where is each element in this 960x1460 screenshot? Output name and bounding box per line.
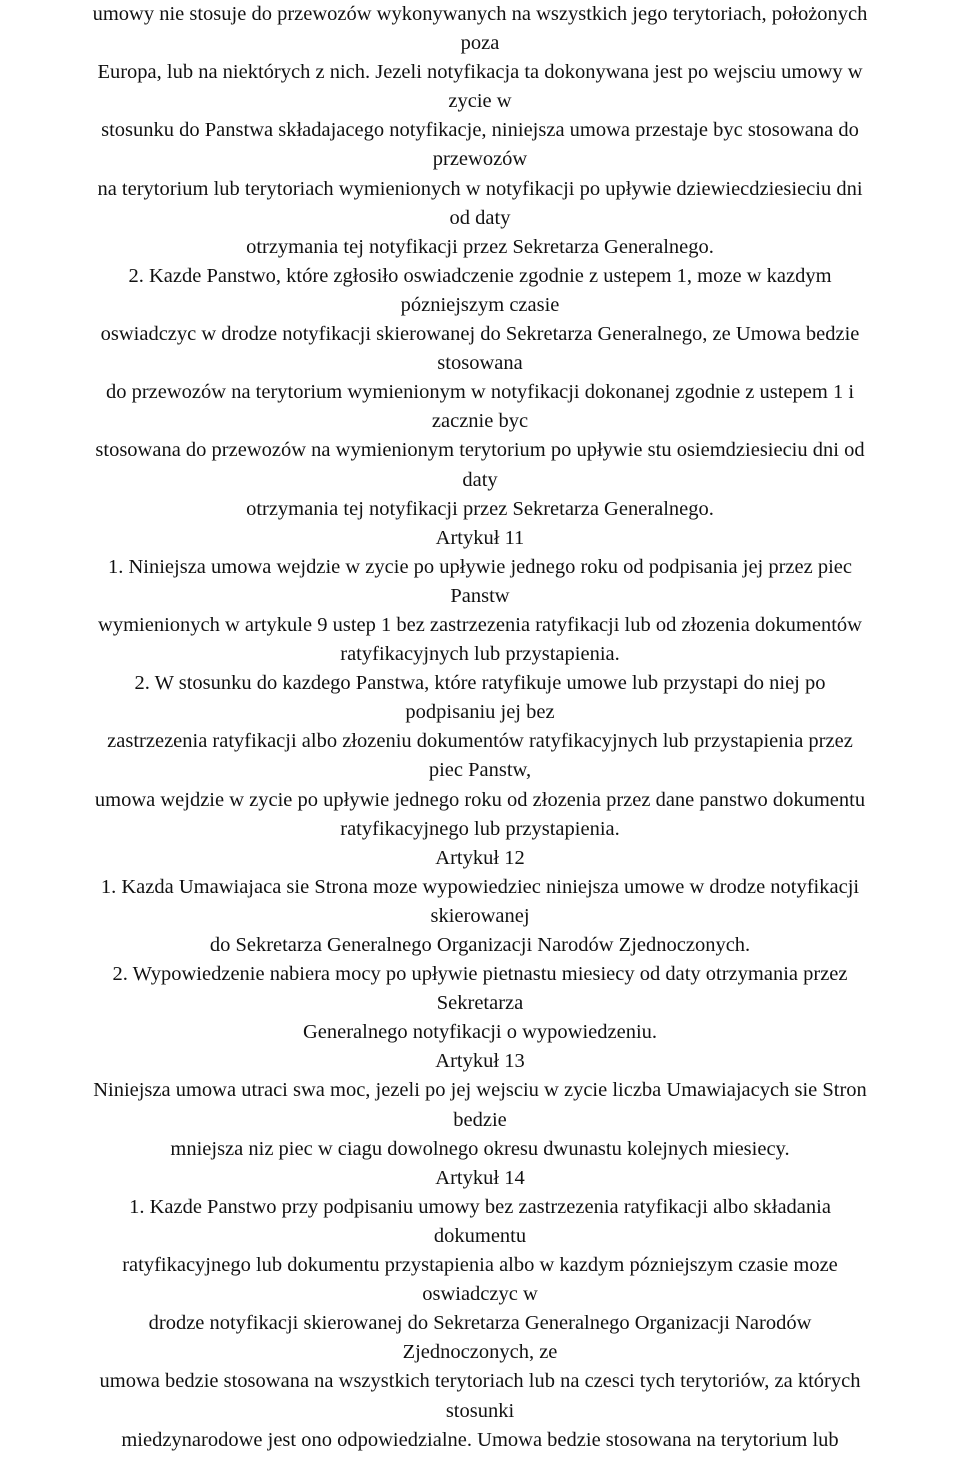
text-line: Sekretarza — [436, 992, 524, 1015]
article-heading: Artykuł 12 — [435, 846, 525, 869]
text-line: 1. Niniejsza umowa wejdzie w zycie po upływie jednego roku od podpisania jej przez piec — [107, 555, 853, 578]
text-line: do przewozów na terytorium wymienionym w notyfikacji dokonanej zgodnie z ustepem 1 i — [105, 381, 855, 404]
text-line: pózniejszym czasie — [400, 293, 560, 316]
text-line: skierowanej — [430, 904, 530, 927]
article-heading: Artykuł 13 — [435, 1050, 525, 1073]
text-line: od daty — [449, 206, 511, 229]
text-line: miedzynarodowe jest ono odpowiedzialne. Umowa bedzie stosowana na terytorium lub — [121, 1428, 839, 1451]
text-line: bedzie — [453, 1108, 507, 1131]
text-line: oswiadczyc w — [422, 1283, 538, 1306]
text-line: stosowana — [437, 352, 523, 375]
text-line: zycie w — [448, 90, 512, 113]
text-line: 2. Kazde Panstwo, które zgłosiło oswiadczenie zgodnie z ustepem 1, moze w kazdym — [128, 264, 832, 287]
article-heading: Artykuł 14 — [435, 1166, 525, 1189]
text-line: stosunku do Panstwa składajacego notyfikacje, niniejsza umowa przestaje byc stosowana do — [101, 119, 859, 142]
text-line: stosunki — [445, 1399, 515, 1422]
text-line: 2. Wypowiedzenie nabiera mocy po upływie pietnastu miesiecy od daty otrzymania przez — [112, 963, 848, 986]
text-line: oswiadczyc w drodze notyfikacji skierowanej do Sekretarza Generalnego, ze Umowa bedzie — [100, 323, 860, 346]
text-line: 2. W stosunku do kazdego Panstwa, które ratyfikuje umowe lub przystapi do niej po — [134, 672, 826, 695]
text-line: Panstw — [450, 584, 510, 607]
text-line: podpisaniu jej bez — [405, 701, 555, 724]
text-line: otrzymania tej notyfikacji przez Sekretarza Generalnego. — [246, 497, 714, 520]
text-line: umowa wejdzie w zycie po upływie jednego roku od złozenia przez dane panstwo dokumentu — [94, 788, 866, 811]
text-line: 1. Kazda Umawiajaca sie Strona moze wypowiedziec niniejsza umowe w drodze notyfikacji — [100, 875, 860, 898]
text-line: Niniejsza umowa utraci swa moc, jezeli po jej wejsciu w zycie liczba Umawiajacych sie Stron — [93, 1079, 867, 1102]
text-line: ratyfikacyjnych lub przystapienia. — [340, 643, 620, 666]
text-line: umowa bedzie stosowana na wszystkich terytoriach lub na czesci tych terytoriów, za których — [99, 1370, 861, 1393]
text-line: ratyfikacyjnego lub przystapienia. — [340, 817, 620, 840]
text-line: zacznie byc — [431, 410, 529, 433]
text-line: otrzymania tej notyfikacji przez Sekretarza Generalnego. — [246, 235, 714, 258]
text-line: na terytorium lub terytoriach wymienionych w notyfikacji po upływie dziewiecdziesieciu dni — [97, 177, 863, 200]
text-line: ratyfikacyjnego lub dokumentu przystapienia albo w kazdym pózniejszym czasie moze — [122, 1254, 838, 1277]
text-line: Europa, lub na niektórych z nich. Jezeli notyfikacja ta dokonywana jest po wejsciu umowy w — [97, 61, 863, 84]
text-line: poza — [460, 32, 500, 55]
text-line: do Sekretarza Generalnego Organizacji Narodów Zjednoczonych. — [209, 934, 751, 956]
text-line: przewozów — [432, 148, 528, 171]
text-line: drodze notyfikacji skierowanej do Sekretarza Generalnego Organizacji Narodów — [148, 1312, 812, 1335]
text-line: piec Panstw, — [428, 759, 532, 782]
text-line: Generalnego notyfikacji o wypowiedzeniu. — [302, 1021, 658, 1044]
text-line: Zjednoczonych, ze — [402, 1341, 558, 1364]
text-line: stosowana do przewozów na wymienionym terytorium po upływie stu osiemdziesieciu dni od — [95, 439, 865, 462]
text-line: daty — [462, 468, 498, 491]
article-heading: Artykuł 11 — [435, 526, 525, 549]
text-line: dokumentu — [433, 1224, 527, 1247]
text-line: 1. Kazde Panstwo przy podpisaniu umowy bez zastrzezenia ratyfikacji albo składania — [129, 1195, 831, 1218]
text-line: zastrzezenia ratyfikacji albo złozeniu dokumentów ratyfikacyjnych lub przystapienia przez — [107, 730, 853, 753]
text-line: umowy nie stosuje do przewozów wykonywanych na wszystkich jego terytoriach, położonych — [92, 3, 868, 25]
text-line: mniejsza niz piec w ciagu dowolnego okresu dwunastu kolejnych miesiecy. — [170, 1137, 790, 1160]
text-line: wymienionych w artykule 9 ustep 1 bez zastrzezenia ratyfikacji lub od złozenia dokumentów — [98, 613, 862, 636]
